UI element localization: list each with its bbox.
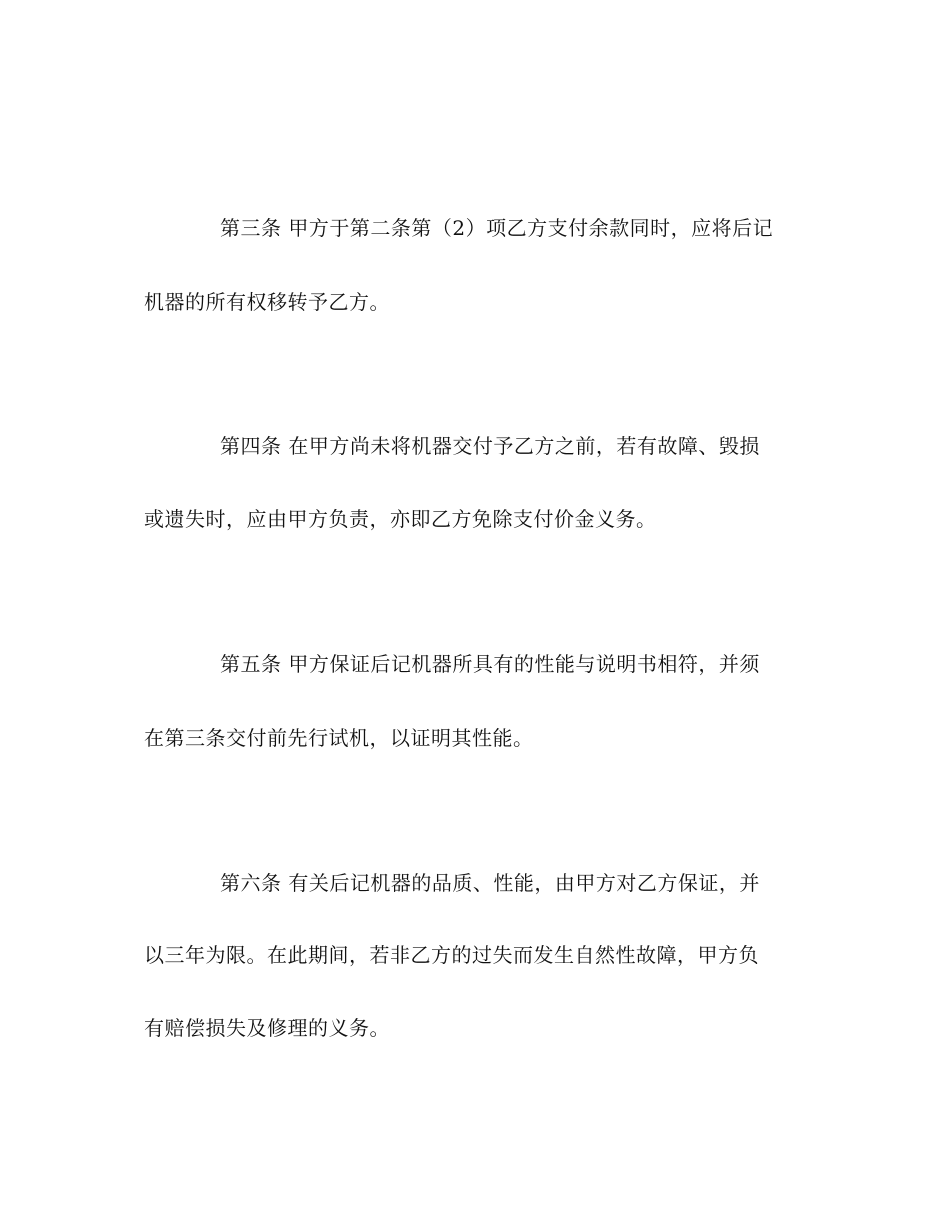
article-3-line-2: 机器的所有权移转予乙方。 [144, 290, 390, 314]
article-5-line-1: 第五条 甲方保证后记机器所具有的性能与说明书相符，并须 [220, 652, 760, 676]
article-3-line-1: 第三条 甲方于第二条第（2）项乙方支付余款同时，应将后记 [220, 216, 774, 240]
article-4-line-2: 或遗失时，应由甲方负责，亦即乙方免除支付价金义务。 [144, 507, 657, 531]
article-4-line-1: 第四条 在甲方尚未将机器交付予乙方之前，若有故障、毁损 [220, 434, 760, 458]
article-6-line-1: 第六条 有关后记机器的品质、性能，由甲方对乙方保证，并 [220, 871, 760, 895]
article-5-line-2: 在第三条交付前先行试机，以证明其性能。 [144, 726, 534, 750]
article-6-line-3: 有赔偿损失及修理的义务。 [144, 1016, 390, 1040]
article-6-line-2: 以三年为限。在此期间，若非乙方的过失而发生自然性故障，甲方负 [144, 943, 759, 967]
